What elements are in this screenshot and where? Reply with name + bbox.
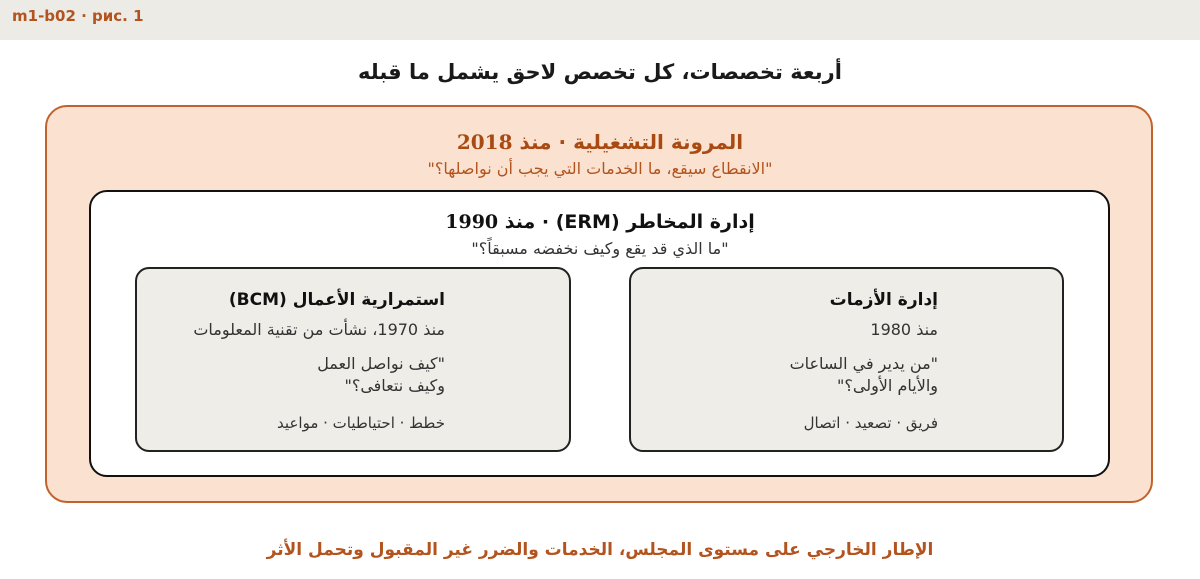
business-continuity-question-line-2: وكيف نتعافى؟" bbox=[344, 376, 445, 395]
crisis-management-since: منذ 1980 bbox=[870, 320, 938, 339]
diagram-title: أربعة تخصصات، كل تخصص لاحق يشمل ما قبله bbox=[358, 60, 842, 84]
erm-title: إدارة المخاطر (ERM) · منذ 1990 bbox=[445, 211, 755, 233]
business-continuity-question bbox=[225, 353, 445, 397]
crisis-management-question-line-2: والأيام الأولى؟" bbox=[837, 376, 938, 395]
business-continuity-box bbox=[135, 267, 571, 452]
operational-resilience-name: المرونة التشغيلية bbox=[573, 130, 744, 154]
business-continuity-since: منذ 1970، نشأت من تقنية المعلومات bbox=[193, 320, 445, 339]
erm-question: "ما الذي قد يقع وكيف نخفضه مسبقاً؟" bbox=[471, 239, 729, 258]
footer-caption: الإطار الخارجي على مستوى المجلس، الخدمات والضرر غير المقبول وتحمل الأثر bbox=[266, 540, 934, 560]
erm-name: إدارة المخاطر (ERM) bbox=[555, 211, 755, 233]
figure-header-bar bbox=[0, 0, 1200, 40]
operational-resilience-year: 2018 bbox=[456, 130, 513, 154]
erm-since: منذ bbox=[504, 211, 536, 233]
operational-resilience-since: منذ bbox=[519, 130, 552, 154]
crisis-management-tags: فريق · تصعيد · اتصال bbox=[803, 414, 938, 432]
business-continuity-question-line-1: "كيف نواصل العمل bbox=[317, 354, 445, 373]
figure-label: m1-b02 · рис. 1 bbox=[12, 7, 144, 25]
business-continuity-tags: خطط · احتياطيات · مواعيد bbox=[277, 414, 445, 432]
operational-resilience-title: المرونة التشغيلية · منذ 2018 bbox=[456, 130, 744, 154]
crisis-management-question-line-1: "من يدير في الساعات bbox=[789, 354, 938, 373]
erm-year: 1990 bbox=[445, 211, 499, 233]
business-continuity-title: استمرارية الأعمال (BCM) bbox=[228, 290, 445, 310]
crisis-management-question bbox=[718, 353, 938, 397]
crisis-management-box bbox=[629, 267, 1064, 452]
operational-resilience-question: "الانقطاع سيقع، ما الخدمات التي يجب أن نواصلها؟" bbox=[427, 159, 773, 178]
crisis-management-title: إدارة الأزمات bbox=[829, 290, 938, 310]
